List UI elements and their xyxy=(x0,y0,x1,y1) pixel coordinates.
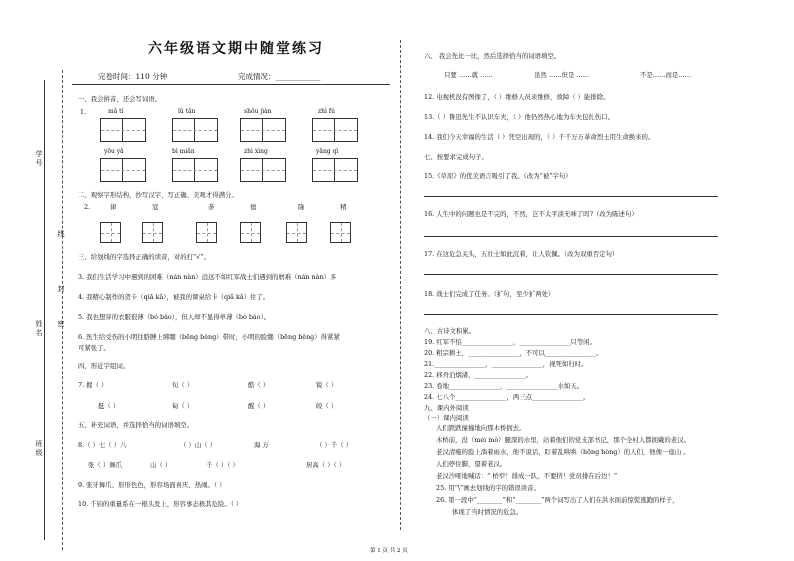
q9-heading: 九、课内外阅读 xyxy=(424,404,469,412)
poem-19: 19. 红军不怕________________，________________只等闲。 xyxy=(424,338,596,346)
answer-line[interactable] xyxy=(424,274,718,275)
q1-heading: 一、我会拼音，还会写词语。 xyxy=(78,95,162,103)
tian-box[interactable] xyxy=(196,222,217,243)
tian-box[interactable] xyxy=(330,222,351,243)
q15-text: 15.《草原》的优美语言吸引了我。（改为“被”字句） xyxy=(424,172,572,180)
q4-cell: 皎（ ） xyxy=(316,402,338,410)
copy-char: 精 xyxy=(340,203,347,211)
write-box[interactable] xyxy=(100,158,146,182)
write-box[interactable] xyxy=(172,158,218,182)
q5-cell: （ ）山（ ） xyxy=(180,441,217,449)
student-id-label: 学号 xyxy=(35,150,43,168)
q26-text-cont: 体现了当时情况的危急。 xyxy=(452,508,523,516)
poem-20: 20. 粗宗耕土，________________，不可以________________。 xyxy=(424,349,603,357)
poem-22: 22. 移舟泊烟渚，________________。 xyxy=(424,371,533,379)
completion-status: 完成情况：____________ xyxy=(238,72,321,81)
q8-heading: 八、古诗文积累。 xyxy=(424,327,476,335)
q3-item: 可紧张了。 xyxy=(78,344,110,352)
write-box[interactable] xyxy=(312,118,358,142)
q4-heading: 四、形近字组词。 xyxy=(78,362,130,370)
write-box[interactable] xyxy=(100,118,146,142)
q18-text: 18. 战士们完成了任务。（扩句，至少扩两处） xyxy=(424,290,555,298)
q5-cell: 居高（ ）（ ） xyxy=(306,461,346,469)
passage-line: 人们跌跌撞撞地向那木桥拥去。 xyxy=(436,424,526,432)
tian-box[interactable] xyxy=(100,222,121,243)
answer-line[interactable] xyxy=(424,236,718,237)
tian-box[interactable] xyxy=(240,222,261,243)
q1-number: 1. xyxy=(80,108,87,116)
q12-text: 12. 电视机没有图像了，（ ）维修人员来维修，故障（ ）能排除。 xyxy=(424,93,610,101)
q2-heading: 二、观察字形结构，抄写汉字，写正确、美观才得满分。 xyxy=(78,191,238,199)
passage-line: 人们停住脚，望着老汉。 xyxy=(436,460,507,468)
tian-box[interactable] xyxy=(142,222,163,243)
write-box[interactable] xyxy=(312,158,358,182)
q4-cell: 挺（ ） xyxy=(98,402,120,410)
q10-text: 10. 千钧的重量系在一根头发上，形容事态极其危险。（ ） xyxy=(78,500,243,508)
q9-text: 9. 张牙舞爪、形形色色，形容场面喜庆、热闹。（ ） xyxy=(78,481,226,489)
name-label: 姓名 xyxy=(35,320,43,338)
answer-line[interactable] xyxy=(424,196,718,197)
passage-line: 老汉沙哑地喊话：“ 桥窄！排成一队，不要挤！党员排在后边！” xyxy=(436,472,618,480)
q5-cell: 千（ ）（ ） xyxy=(206,461,239,469)
q5-cell: 海 万 xyxy=(254,441,269,449)
q5-heading: 五、补充词语，并选择恰当的词语填空。 xyxy=(78,421,194,429)
q5-cell: （ ）千（ ） xyxy=(316,441,353,449)
q3-item: 5. 我也想穿的衣服很薄（bó báo），但人却不显得单薄（bó báo）。 xyxy=(78,313,271,321)
q9-subheading: （一）课内阅读 xyxy=(424,414,469,422)
q6-heading: 六、 我会先比一比，然后选择恰当的词语填空。 xyxy=(424,52,561,60)
q4-cell: 7. 握（ ） xyxy=(78,381,108,389)
seal-mi-char: 密 xyxy=(57,320,65,329)
pinyin-3: shǒu jiàn xyxy=(244,108,272,115)
exam-time: 完卷时间：110 分钟 xyxy=(98,72,168,81)
pinyin-6: bì miǎn xyxy=(172,148,195,155)
q17-text: 17. 在这危急关头，五壮士如此沉着，让人钦佩。（改为双重否定句） xyxy=(424,250,619,258)
copy-char: 德 xyxy=(250,203,257,211)
passage-line: 老汉清瘦的脸上淌着雨水，他不说话，盯着乱哄哄（hōng hòng）的人们，他像一座山 。 xyxy=(436,448,690,456)
q5-cell: 张（ ）舞爪 xyxy=(88,461,122,469)
write-box[interactable] xyxy=(172,118,218,142)
copy-char: 荼 xyxy=(208,203,215,211)
seal-line-char: 线 xyxy=(57,230,65,239)
copy-char: 律 xyxy=(110,203,117,211)
q3-item: 4. 我精心制作的贺卡（qiǎ kǎ），被我的课桌给卡（qiǎ kǎ）住了。 xyxy=(78,293,270,301)
page-title: 六年级语文期中随堂练习 xyxy=(148,41,324,57)
q25-text: 25. 用“\”画去划线的字的错误读音。 xyxy=(436,484,540,492)
q2-number: 2. xyxy=(84,203,91,211)
q4-cell: 锐（ ） xyxy=(316,381,338,389)
q7-heading: 七、按要求完成句子。 xyxy=(424,153,488,161)
write-box[interactable] xyxy=(240,118,286,142)
poem-21: 21.________________，________________，视死如归时。 xyxy=(424,360,588,368)
q13-text: 13.（ ）鲁迅先生不认识车夫，（ ）他仍然热心地为车夫包扎伤口。 xyxy=(424,113,614,121)
q5-cell: 山（ ） xyxy=(150,461,172,469)
poem-24: 24. 七八个________________，两三点________________。 xyxy=(424,393,590,401)
q5-cell: 8.（ ）七（ ）八 xyxy=(78,441,127,449)
pinyin-5: yōu yǎ xyxy=(104,148,124,155)
q26-text: 26. 第一段中“________”和“________”两个词写出了人们在洪水面前惊慌逃跑的样子， xyxy=(436,496,679,504)
passage-line: 木桥前，没（méi mò）腿深的水里，站着他们的党支部书记，那个全村人都拥戴的老汉。 xyxy=(436,436,690,444)
q14-text: 14. 我们今天幸福的生活（ ）凭空出现的，（ ）千千万万革命烈士用生命换来的。 xyxy=(424,133,655,141)
q4-cell: 酷（ ） xyxy=(248,381,270,389)
pinyin-1: mǎ tí xyxy=(108,108,124,115)
column-divider xyxy=(400,40,401,530)
class-label: 班级 xyxy=(35,440,43,458)
header-rule xyxy=(72,84,390,85)
answer-line[interactable] xyxy=(424,314,718,315)
pinyin-8: yǎng qì xyxy=(316,148,339,155)
q6-option: 虽然 ……但是 …… xyxy=(534,71,590,79)
poem-23: 23. 卷地________________，________________水如天。 xyxy=(424,382,584,390)
pinyin-7: zhì xìng xyxy=(244,148,268,155)
copy-char: 寇 xyxy=(152,203,159,211)
pinyin-2: lǔ tān xyxy=(178,108,196,115)
write-box[interactable] xyxy=(240,158,286,182)
page-footer: 第 1 页 共 2 页 xyxy=(370,548,408,554)
q3-item: 6. 医生给受伤的小明往胳膊上绑绷（bēng běng）带时，小明的脸绷（bēng běng）得紧紧 xyxy=(78,333,340,341)
copy-char: 隆 xyxy=(298,203,305,211)
seal-dashed-line xyxy=(62,70,63,550)
tian-box[interactable] xyxy=(286,222,307,243)
q6-option: 不是……而是…… xyxy=(640,71,692,79)
q3-item: 3. 我们生活学习中遇到的困难（nán nàn）远远不如红军战士们遇到的磨难（nán nàn）多 xyxy=(78,273,337,281)
q3-heading: 三、给划线的字选择正确的读音，对的打“√”。 xyxy=(78,253,211,261)
seal-feng-char: 封 xyxy=(57,285,65,294)
pinyin-4: zhì fú xyxy=(318,108,335,115)
q4-cell: 醒（ ） xyxy=(248,402,270,410)
binding-line xyxy=(44,80,45,540)
q16-text: 16. 人生中的问题也是不完的，不然，岂不太平淡无味了吗?（改为陈述句） xyxy=(424,210,638,218)
q4-cell: 甸（ ） xyxy=(172,402,194,410)
q6-option: 只要 ……就 …… xyxy=(444,71,493,79)
q4-cell: 旬（ ） xyxy=(172,381,194,389)
